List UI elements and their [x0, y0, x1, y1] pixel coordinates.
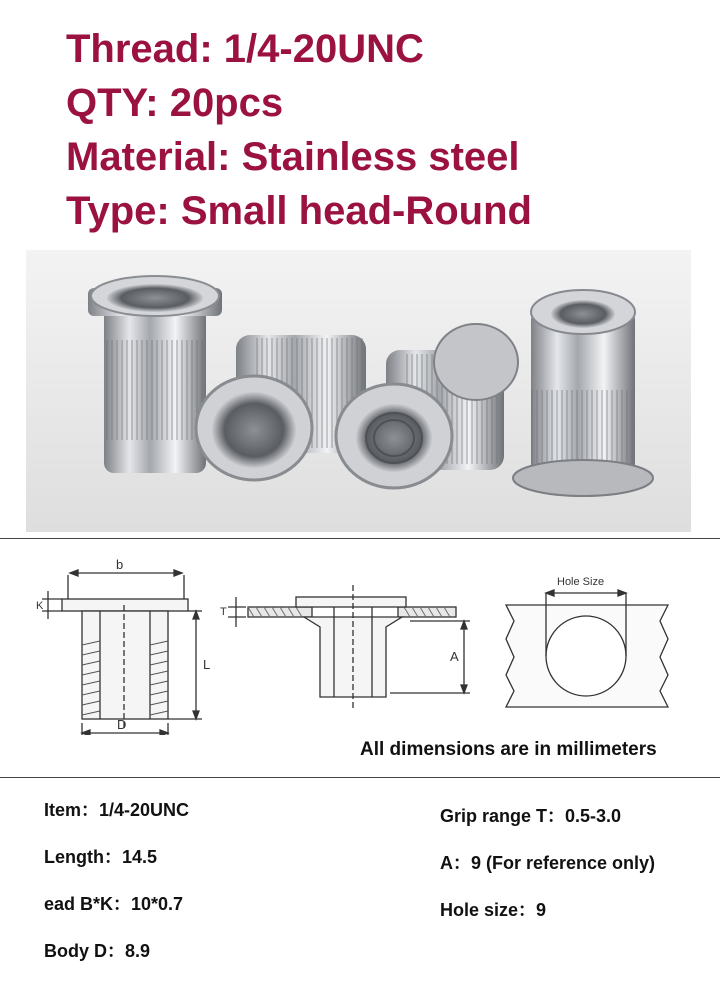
param-a: A：9 (For reference only)	[440, 853, 656, 873]
param-grip-range: Grip range T：0.5-3.0	[440, 806, 622, 826]
units-note: All dimensions are in millimeters	[360, 739, 657, 760]
drawing-installed-section	[228, 585, 470, 709]
param-length: Length：14.5	[44, 847, 158, 867]
params-left	[44, 796, 189, 984]
param-body: Body D：8.9	[44, 941, 151, 961]
dimension-drawings	[0, 545, 720, 735]
params-right	[440, 802, 655, 943]
param-head: ead B*K：10*0.7	[44, 894, 184, 914]
param-item: Item：1/4-20UNC	[44, 800, 190, 820]
divider-bottom	[0, 777, 720, 778]
spec-material: Material: Stainless steel	[66, 135, 520, 179]
label-b: b	[116, 557, 124, 572]
hole-size-label: Hole Size	[557, 576, 605, 588]
divider-top	[0, 538, 720, 539]
label-t: T	[220, 606, 227, 618]
label-l: L	[203, 657, 211, 672]
drawing-side-section	[42, 570, 202, 735]
spec-qty: QTY: 20pcs	[66, 81, 284, 125]
label-a: A	[450, 649, 459, 664]
spec-thread: Thread: 1/4-20UNC	[66, 27, 424, 71]
spec-header	[66, 22, 532, 238]
label-k: K	[36, 600, 44, 612]
product-photo	[26, 250, 691, 532]
rivet-nut-4	[513, 290, 653, 496]
label-d: D	[117, 717, 127, 732]
drawing-hole-size	[506, 590, 668, 707]
spec-type: Type: Small head-Round	[66, 189, 532, 233]
param-hole-size: Hole size：9	[440, 900, 547, 920]
